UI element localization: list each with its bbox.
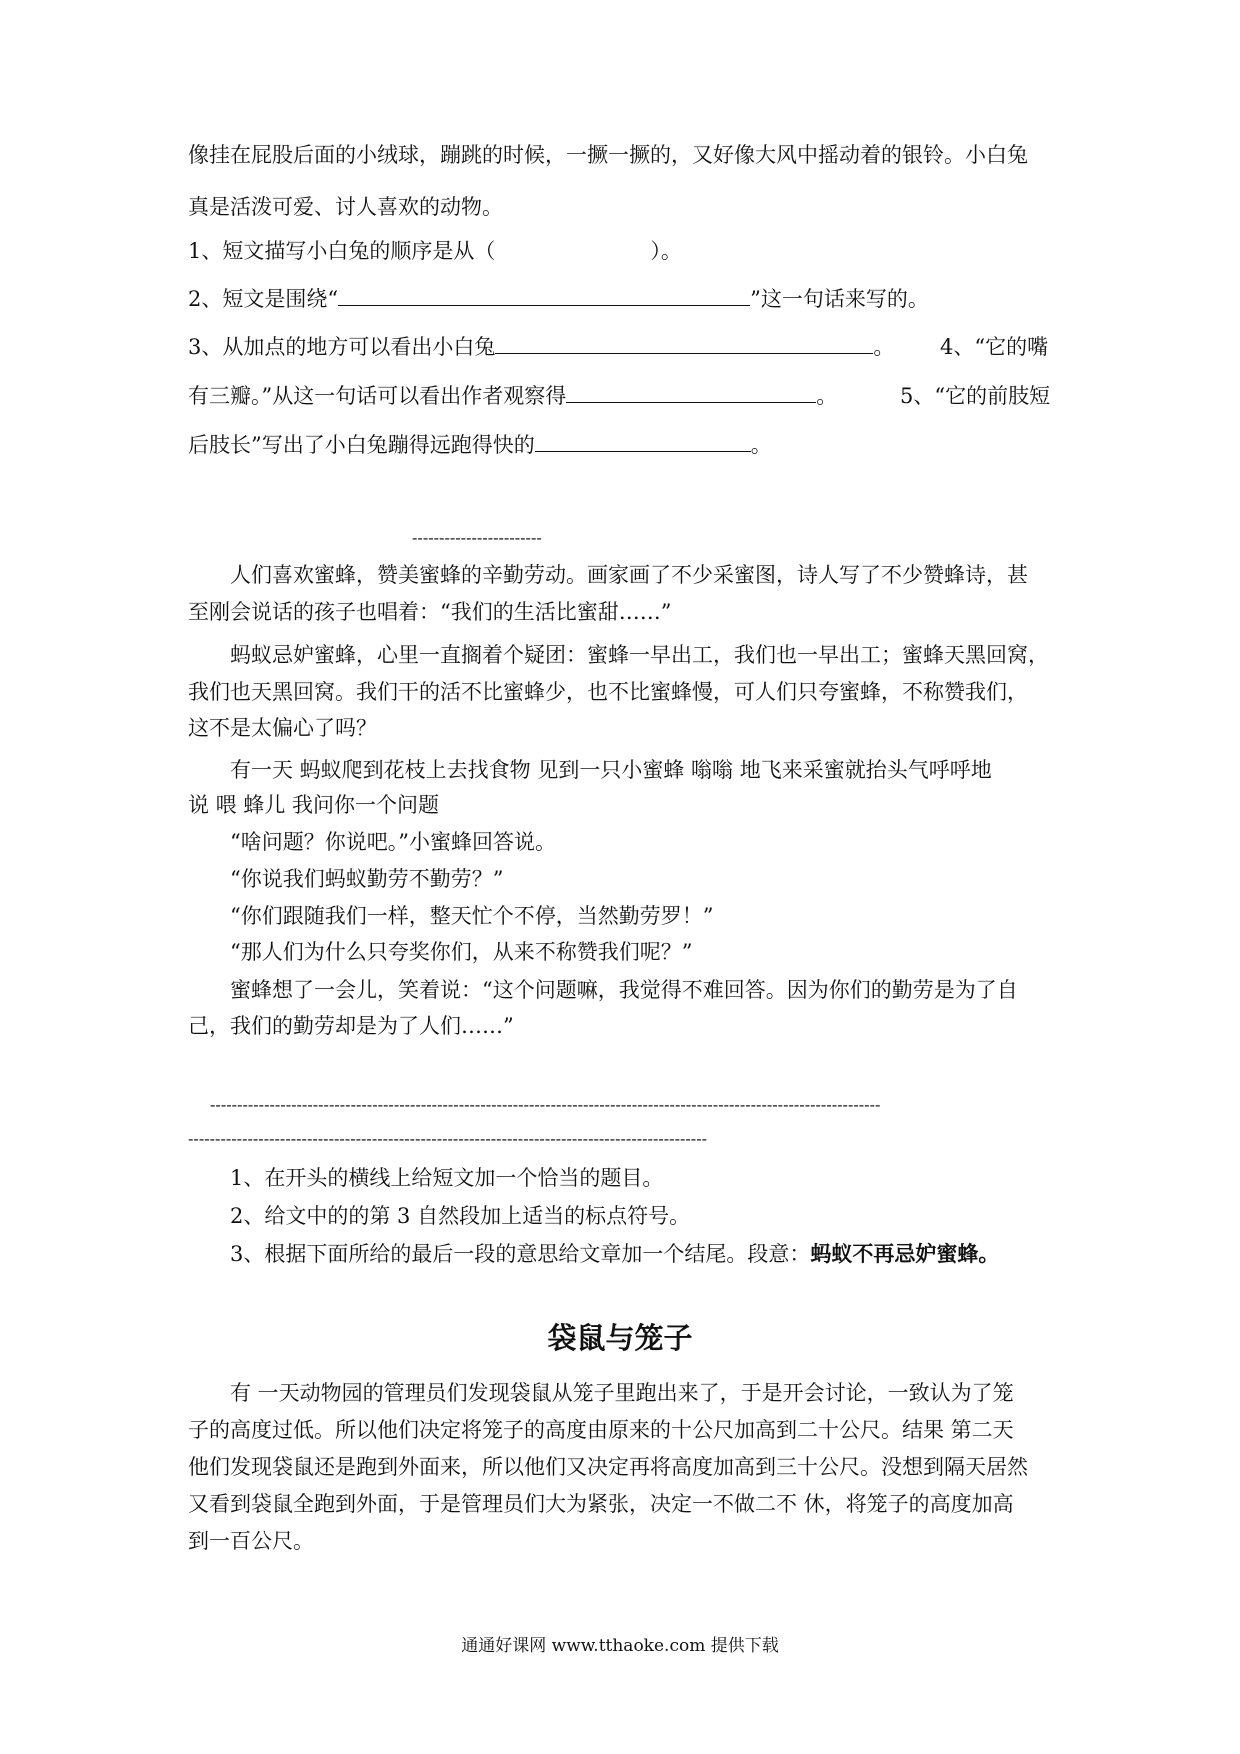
question-1 bbox=[188, 236, 682, 266]
story-line: 他们发现袋鼠还是跑到外面来，所以他们又决定再将高度加高到三十公尺。没想到隔天居然 bbox=[188, 1455, 1028, 1479]
passage2-line: 蚂蚁忌妒蜜蜂，心里一直搁着个疑团：蜜蜂一早出工，我们也一早出工；蜜蜂天黑回窝， bbox=[230, 643, 1049, 667]
passage2-line: “那人们为什么只夸奖你们，从来不称赞我们呢？” bbox=[230, 940, 693, 964]
story-line: 有 一天动物园的管理员们发现袋鼠从笼子里跑出来了，于是开会讨论，一致认为了笼 bbox=[230, 1381, 1014, 1405]
question-text: ”这一句话来写的。 bbox=[750, 287, 929, 311]
question-text: 2、给文中的的第 3 自然段加上适当的标点符号。 bbox=[230, 1204, 691, 1228]
question-text: 2、短文是围绕“ bbox=[188, 287, 339, 311]
question-3-ending bbox=[230, 1239, 999, 1269]
passage2-line: 己，我们的勤劳却是为了人们……” bbox=[188, 1014, 514, 1038]
footer-credit: 通通好课网 www.tthaoke.com 提供下载 bbox=[461, 1636, 779, 1656]
question-text: ）。 bbox=[650, 239, 682, 263]
story-line: 子的高度过低。所以他们决定将笼子的高度由原来的十公尺加高到二十公尺。结果 第二天 bbox=[188, 1418, 1014, 1442]
answer-blank[interactable] bbox=[495, 333, 873, 354]
question-2 bbox=[188, 284, 929, 314]
question-text: 1、在开头的横线上给短文加一个恰当的题目。 bbox=[230, 1166, 664, 1190]
question-text: 3、根据下面所给的最后一段的意思给文章加一个结尾。段意： bbox=[230, 1242, 811, 1266]
passage2-line: 人们喜欢蜜蜂，赞美蜜蜂的辛勤劳动。画家画了不少采蜜图，诗人写了不少赞蜂诗，甚 bbox=[230, 563, 1028, 587]
question-4-start: 4、“它的嘴 bbox=[940, 335, 1049, 359]
passage2-line: “啥问题？你说吧。”小蜜蜂回答说。 bbox=[230, 830, 556, 854]
question-text: 3、从加点的地方可以看出小白兔 bbox=[188, 335, 496, 359]
passage2-line: 这不是太偏心了吗？ bbox=[188, 716, 377, 740]
answer-blank[interactable] bbox=[566, 382, 816, 403]
paragraph-meaning: 蚂蚁不再忌妒蜜蜂。 bbox=[810, 1242, 1000, 1266]
passage2-line: 蜜蜂想了一会儿，笑着说：“这个问题嘛，我觉得不难回答。因为你们的勤劳是为了自 bbox=[230, 978, 1018, 1002]
question-text: 。 bbox=[750, 433, 772, 457]
ending-blank-line[interactable]: ------------------------------------------------------------------------------------------------ bbox=[188, 1129, 707, 1148]
question-text: 有三瓣。”从这一句话可以看出作者观察得 bbox=[188, 384, 567, 408]
question-5-start: 5、“它的前肢短 bbox=[900, 384, 1051, 408]
question-text: 1、短文描写小白兔的顺序是从（ bbox=[188, 239, 496, 263]
title-blank-line[interactable]: ------------------------ bbox=[412, 528, 542, 547]
question-text: 。 bbox=[816, 384, 838, 408]
passage2-line: “你们跟随我们一样，整天忙个不停，当然勤劳罗！” bbox=[230, 904, 714, 928]
passage2-line: “你说我们蚂蚁勤劳不勤劳？” bbox=[230, 867, 504, 891]
question-3 bbox=[188, 332, 894, 362]
answer-blank[interactable] bbox=[338, 285, 750, 306]
passage2-line: 我们也天黑回窝。我们干的活不比蜜蜂少，也不比蜜蜂慢，可人们只夸蜜蜂，不称赞我们， bbox=[188, 680, 1028, 704]
story-line: 到一百公尺。 bbox=[188, 1529, 314, 1553]
question-5 bbox=[188, 430, 772, 460]
passage1-line: 像挂在屁股后面的小绒球，蹦跳的时候，一撅一撅的，又好像大风中摇动着的银铃。小白兔 bbox=[188, 143, 1028, 167]
answer-blank[interactable] bbox=[535, 431, 751, 452]
story-title: 袋鼠与笼子 bbox=[547, 1321, 693, 1355]
question-4 bbox=[188, 381, 837, 411]
passage2-line: 说 喂 蜂儿 我问你一个问题 bbox=[188, 793, 440, 817]
passage2-line: 至刚会说话的孩子也唱着：“我们的生活比蜜甜……” bbox=[188, 600, 672, 624]
question-text: 后肢长”写出了小白兔蹦得远跑得快的 bbox=[188, 433, 535, 457]
passage2-line: 有一天 蚂蚁爬到花枝上去找食物 见到一只小蜜蜂 嗡嗡 地飞来采蜜就抬头气呼呼地 bbox=[230, 758, 992, 782]
story-line: 又看到袋鼠全跑到外面，于是管理员们大为紧张，决定一不做二不 休，将笼子的高度加高 bbox=[188, 1492, 1014, 1516]
question-text: 。 bbox=[873, 335, 895, 359]
ending-blank-line[interactable]: ---------------------------------------------------------------------------------------------------------------------------- bbox=[210, 1095, 881, 1114]
passage1-line: 真是活泼可爱、讨人喜欢的动物。 bbox=[188, 195, 503, 219]
